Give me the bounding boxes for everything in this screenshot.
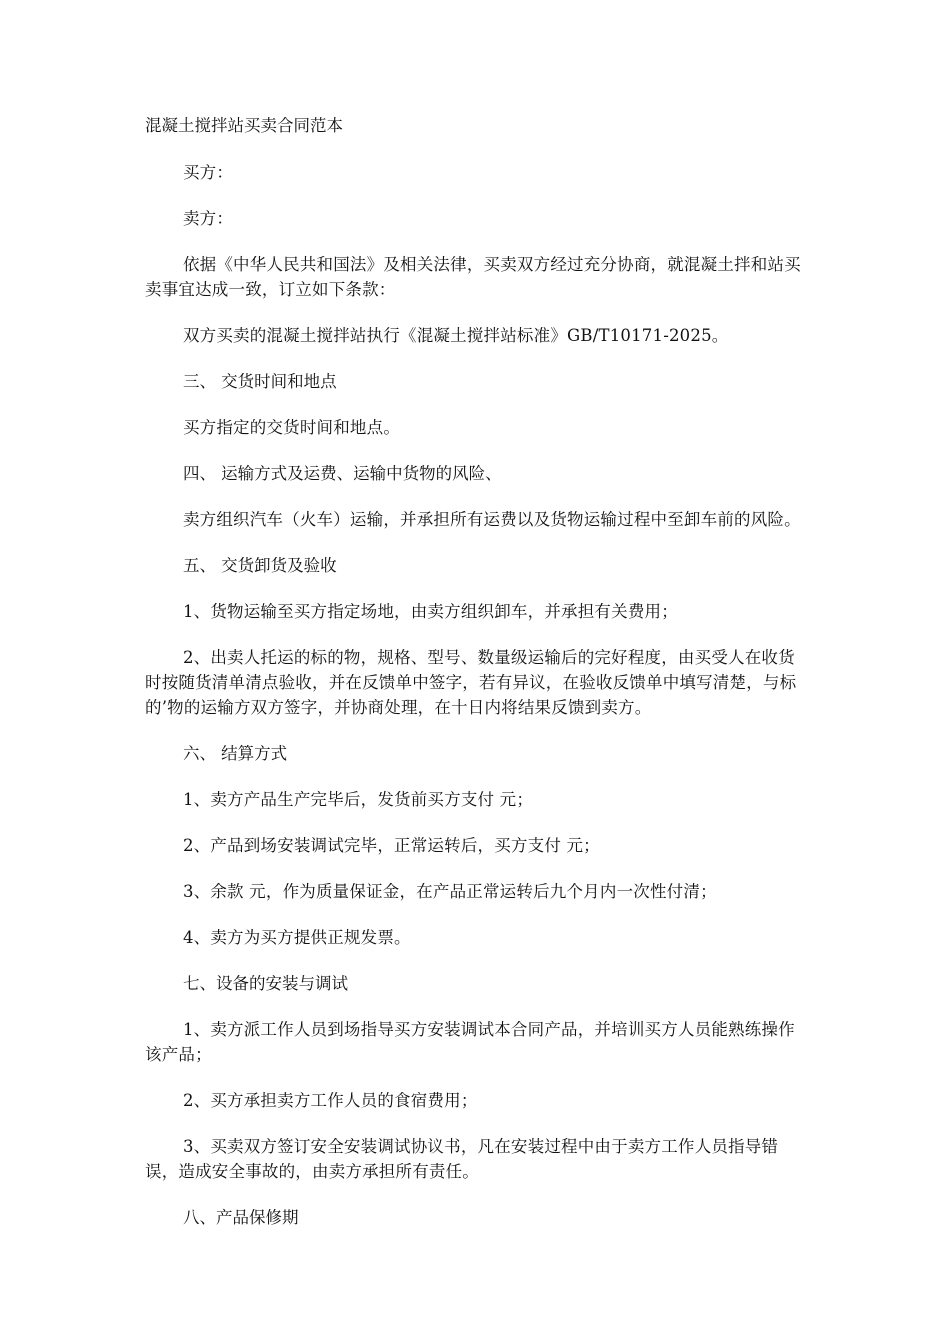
acceptance-item-1: 1、货物运输至买方指定场地，由卖方组织卸车，并承担有关费用； <box>182 602 678 621</box>
section-heading-warranty: 八、产品保修期 <box>182 1208 299 1227</box>
document-body <box>145 113 810 1251</box>
transport-paragraph: 卖方组织汽车（火车）运输，并承担所有运费以及货物运输过程中至卸车前的风险。 <box>182 510 801 529</box>
installation-item-1: 1、卖方派工作人员到场指导买方安装调试本合同产品，并培训买方人员能熟练操作该产品； <box>145 1020 795 1064</box>
delivery-paragraph: 买方指定的交货时间和地点。 <box>182 418 401 437</box>
installation-item-3: 3、买卖双方签订安全安装调试协议书，凡在安装过程中由于卖方工作人员指导错误，造成安全事故的，由卖方承担所有责任。 <box>145 1137 779 1181</box>
section-heading-delivery: 三、 交货时间和地点 <box>182 372 337 391</box>
acceptance-item-2: 2、出卖人托运的标的物，规格、型号、数量级运输后的完好程度，由买受人在收货时按随货清单清点验收，并在反馈单中签字，若有异议，在验收反馈单中填写清楚，与标的’物的运输方双方签字，并协商处理，在十日内将结果反馈到卖方。 <box>145 648 797 717</box>
section-heading-transport: 四、 运输方式及运费、运输中货物的风险、 <box>182 464 502 483</box>
section-heading-settlement: 六、 结算方式 <box>182 744 288 763</box>
section-heading-acceptance: 五、 交货卸货及验收 <box>182 556 337 575</box>
settlement-item-4: 4、卖方为买方提供正规发票。 <box>182 928 411 947</box>
settlement-item-1: 1、卖方产品生产完毕后，发货前买方支付 元； <box>182 790 534 809</box>
seller-line: 卖方： <box>182 209 234 228</box>
buyer-line: 买方： <box>182 163 234 182</box>
section-heading-installation: 七、设备的安装与调试 <box>182 974 348 993</box>
settlement-item-2: 2、产品到场安装调试完毕，正常运转后，买方支付 元； <box>182 836 600 855</box>
standard-paragraph: 双方买卖的混凝土搅拌站执行《混凝土搅拌站标准》GB/T10171-2025。 <box>182 326 729 345</box>
settlement-item-3: 3、余款 元，作为质量保证金，在产品正常运转后九个月内一次性付清； <box>182 882 717 901</box>
installation-item-2: 2、买方承担卖方工作人员的食宿费用； <box>182 1091 478 1110</box>
document-title: 混凝土搅拌站买卖合同范本 <box>145 116 343 135</box>
preamble-paragraph: 依据《中华人民共和国法》及相关法律，买卖双方经过充分协商，就混凝土拌和站买卖事宜达成一致，订立如下条款： <box>145 255 801 299</box>
